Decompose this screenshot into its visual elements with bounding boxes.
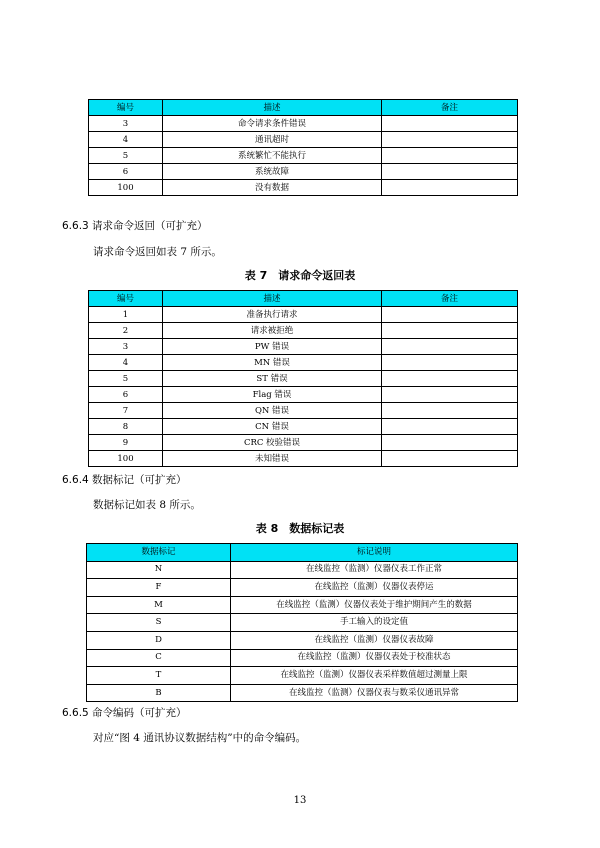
cell-description: CN 错误 xyxy=(163,419,382,435)
cell-number: 3 xyxy=(89,339,163,355)
cell-remark xyxy=(382,307,518,323)
cell-description: 命令请求条件错误 xyxy=(163,116,382,132)
table-row xyxy=(87,631,518,649)
cell-number: 2 xyxy=(89,323,163,339)
page-number: 13 xyxy=(293,795,307,806)
cell-flag-description: 在线监控（监测）仪器仪表处于校准状态 xyxy=(231,649,518,667)
table-row xyxy=(87,579,518,597)
header-description: 描述 xyxy=(163,100,382,116)
section-6-6-4-paragraph: 数据标记如表 8 所示。 xyxy=(93,499,201,511)
header-description: 描述 xyxy=(163,291,382,307)
cell-description: Flag 错误 xyxy=(163,387,382,403)
table-8 xyxy=(86,543,518,702)
cell-number: 7 xyxy=(89,403,163,419)
cell-description: QN 错误 xyxy=(163,403,382,419)
table-row xyxy=(87,667,518,685)
cell-remark xyxy=(382,323,518,339)
cell-flag-description: 手工输入的设定值 xyxy=(231,614,518,632)
cell-description: CRC 校验错误 xyxy=(163,435,382,451)
table-row xyxy=(87,614,518,632)
cell-description: PW 错误 xyxy=(163,339,382,355)
cell-remark xyxy=(382,387,518,403)
cell-number: 4 xyxy=(89,132,163,148)
section-6-6-5-heading: 6.6.5 命令编码（可扩充） xyxy=(62,707,187,719)
cell-description: 请求被拒绝 xyxy=(163,323,382,339)
cell-remark xyxy=(382,180,518,196)
cell-remark xyxy=(382,116,518,132)
cell-flag-description: 在线监控（监测）仪器仪表采样数值超过测量上限 xyxy=(231,667,518,685)
header-remark: 备注 xyxy=(382,100,518,116)
table-header-row xyxy=(89,100,518,116)
cell-flag: T xyxy=(87,667,231,685)
cell-flag: M xyxy=(87,596,231,614)
cell-number: 4 xyxy=(89,355,163,371)
cell-remark xyxy=(382,339,518,355)
table-row xyxy=(87,649,518,667)
cell-remark xyxy=(382,419,518,435)
cell-remark xyxy=(382,355,518,371)
header-data-flag: 数据标记 xyxy=(87,544,231,562)
header-flag-description: 标记说明 xyxy=(231,544,518,562)
cell-flag-description: 在线监控（监测）仪器仪表停运 xyxy=(231,579,518,597)
cell-flag: F xyxy=(87,579,231,597)
cell-description: 通讯超时 xyxy=(163,132,382,148)
cell-number: 8 xyxy=(89,419,163,435)
table-row xyxy=(89,148,518,164)
table-row xyxy=(89,307,518,323)
header-number: 编号 xyxy=(89,291,163,307)
table-row xyxy=(89,355,518,371)
section-6-6-4-heading: 6.6.4 数据标记（可扩充） xyxy=(62,474,187,486)
section-6-6-5-paragraph: 对应“图 4 通讯协议数据结构”中的命令编码。 xyxy=(93,732,307,744)
cell-remark xyxy=(382,371,518,387)
cell-flag: D xyxy=(87,631,231,649)
cell-description: 准备执行请求 xyxy=(163,307,382,323)
table-row xyxy=(89,323,518,339)
cell-remark xyxy=(382,451,518,467)
table-row xyxy=(89,116,518,132)
table-row xyxy=(87,561,518,579)
cell-number: 5 xyxy=(89,371,163,387)
cell-description: MN 错误 xyxy=(163,355,382,371)
cell-number: 6 xyxy=(89,164,163,180)
cell-description: 系统繁忙不能执行 xyxy=(163,148,382,164)
cell-number: 5 xyxy=(89,148,163,164)
table-row xyxy=(89,180,518,196)
cell-description: 未知错误 xyxy=(163,451,382,467)
table-row xyxy=(89,132,518,148)
table-row xyxy=(87,596,518,614)
table-row xyxy=(89,164,518,180)
table-7-caption: 表 7 请求命令返回表 xyxy=(244,269,356,282)
cell-description: 系统故障 xyxy=(163,164,382,180)
cell-flag-description: 在线监控（监测）仪器仪表处于维护期间产生的数据 xyxy=(231,596,518,614)
table-row xyxy=(89,339,518,355)
cell-flag: B xyxy=(87,684,231,702)
cell-remark xyxy=(382,132,518,148)
table-6-continued xyxy=(88,99,518,196)
table-row xyxy=(89,403,518,419)
table-header-row xyxy=(89,291,518,307)
header-number: 编号 xyxy=(89,100,163,116)
cell-remark xyxy=(382,164,518,180)
table-row xyxy=(89,387,518,403)
cell-flag: S xyxy=(87,614,231,632)
table-header-row xyxy=(87,544,518,562)
cell-description: 没有数据 xyxy=(163,180,382,196)
table-row xyxy=(89,419,518,435)
cell-remark xyxy=(382,148,518,164)
cell-number: 3 xyxy=(89,116,163,132)
header-remark: 备注 xyxy=(382,291,518,307)
table-8-caption: 表 8 数据标记表 xyxy=(255,522,345,535)
cell-flag: C xyxy=(87,649,231,667)
cell-remark xyxy=(382,435,518,451)
cell-number: 6 xyxy=(89,387,163,403)
table-row xyxy=(87,684,518,702)
table-row xyxy=(89,451,518,467)
cell-flag: N xyxy=(87,561,231,579)
cell-remark xyxy=(382,403,518,419)
cell-number: 9 xyxy=(89,435,163,451)
cell-description: ST 错误 xyxy=(163,371,382,387)
table-row xyxy=(89,435,518,451)
cell-number: 100 xyxy=(89,180,163,196)
cell-flag-description: 在线监控（监测）仪器仪表故障 xyxy=(231,631,518,649)
section-6-6-3-heading: 6.6.3 请求命令返回（可扩充） xyxy=(62,220,208,232)
table-row xyxy=(89,371,518,387)
cell-flag-description: 在线监控（监测）仪器仪表与数采仪通讯异常 xyxy=(231,684,518,702)
cell-flag-description: 在线监控（监测）仪器仪表工作正常 xyxy=(231,561,518,579)
cell-number: 1 xyxy=(89,307,163,323)
cell-number: 100 xyxy=(89,451,163,467)
section-6-6-3-paragraph: 请求命令返回如表 7 所示。 xyxy=(93,246,222,258)
table-7 xyxy=(88,290,518,467)
